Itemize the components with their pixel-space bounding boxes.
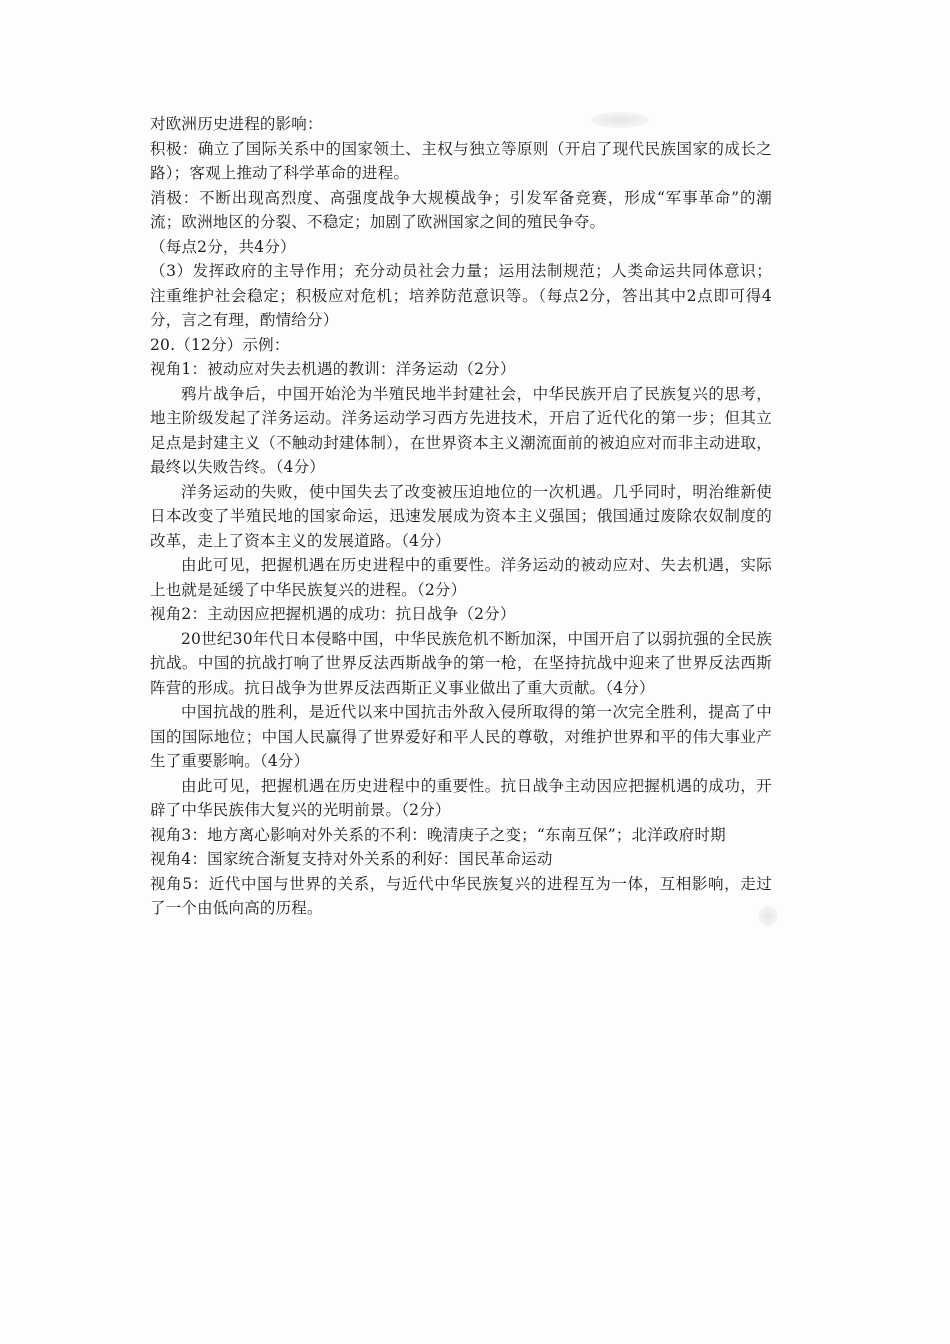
positive-impact-paragraph: 积极：确立了国际关系中的国家领土、主权与独立等原则（开启了现代民族国家的成长之路）；客观上推动了科学革命的进程。 xyxy=(150,139,772,182)
perspective-3: 视角3：地方离心影响对外关系的不利：晚清庚子之变；“东南互保”；北洋政府时期 xyxy=(150,825,726,844)
perspective-5: 视角5：近代中国与世界的关系，与近代中华民族复兴的进程互为一体，互相影响，走过了一个由低向高的历程。 xyxy=(150,874,772,917)
perspective-1-paragraph-1: 鸦片战争后，中国开始沦为半殖民地半封建社会，中华民族开启了民族复兴的思考，地主阶级发起了洋务运动。洋务运动学习西方先进技术，开启了近代化的第一步；但其立足点是封建主义（不触动封建体制），在世界资本主义潮流面前的被迫应对而非主动进取，最终以失败告终。（4分） xyxy=(150,384,772,476)
perspective-2-paragraph-1: 20世纪30年代日本侵略中国，中华民族危机不断加深，中国开启了以弱抗强的全民族抗战。中国的抗战打响了世界反法西斯战争的第一枪，在坚持抗战中迎来了世界反法西斯阵营的形成。抗日战争为世界反法西斯正义事业做出了重大贡献。（4分） xyxy=(150,629,772,697)
answer-text-block xyxy=(150,112,772,921)
scoring-note: （每点2分，共4分） xyxy=(150,237,296,256)
perspective-1-paragraph-2: 洋务运动的失败，使中国失去了改变被压迫地位的一次机遇。几乎同时，明治维新使日本改变了半殖民地的国家命运，迅速发展成为资本主义强国；俄国通过废除农奴制度的改革，走上了资本主义的发展道路。（4分） xyxy=(150,482,772,550)
answer-part-3: （3）发挥政府的主导作用；充分动员社会力量；运用法制规范；人类命运共同体意识；注重维护社会稳定；积极应对危机；培养防范意识等。（每点2分，答出其中2点即可得4分，言之有理，酌情给分） xyxy=(150,262,772,329)
perspective-2-paragraph-2: 中国抗战的胜利，是近代以来中国抗击外敌入侵所取得的第一次完全胜利，提高了中国的国际地位；中国人民赢得了世界爱好和平人民的尊敬，对维护世界和平的伟大事业产生了重要影响。（4分） xyxy=(150,703,772,770)
negative-impact-paragraph: 消极：不断出现高烈度、高强度战争大规模战争；引发军备竞赛，形成“军事革命”的潮流；欧洲地区的分裂、不稳定；加剧了欧洲国家之间的殖民争夺。 xyxy=(150,188,772,231)
perspective-4: 视角4：国家统合渐复支持对外关系的利好：国民革命运动 xyxy=(150,850,553,868)
perspective-2-heading: 视角2：主动因应把握机遇的成功：抗日战争（2分） xyxy=(150,605,516,623)
perspective-2-conclusion: 由此可见，把握机遇在历史进程中的重要性。抗日战争主动因应把握机遇的成功，开辟了中华民族伟大复兴的光明前景。（2分） xyxy=(150,776,772,819)
question-20-heading: 20.（12分）示例： xyxy=(150,335,290,354)
perspective-1-heading: 视角1：被动应对失去机遇的教训：洋务运动（2分） xyxy=(150,360,516,378)
perspective-1-conclusion: 由此可见，把握机遇在历史进程中的重要性。洋务运动的被动应对、失去机遇，实际上也就是延缓了中华民族复兴的进程。（2分） xyxy=(150,556,772,599)
heading-europe-impact: 对欧洲历史进程的影响： xyxy=(150,115,323,133)
